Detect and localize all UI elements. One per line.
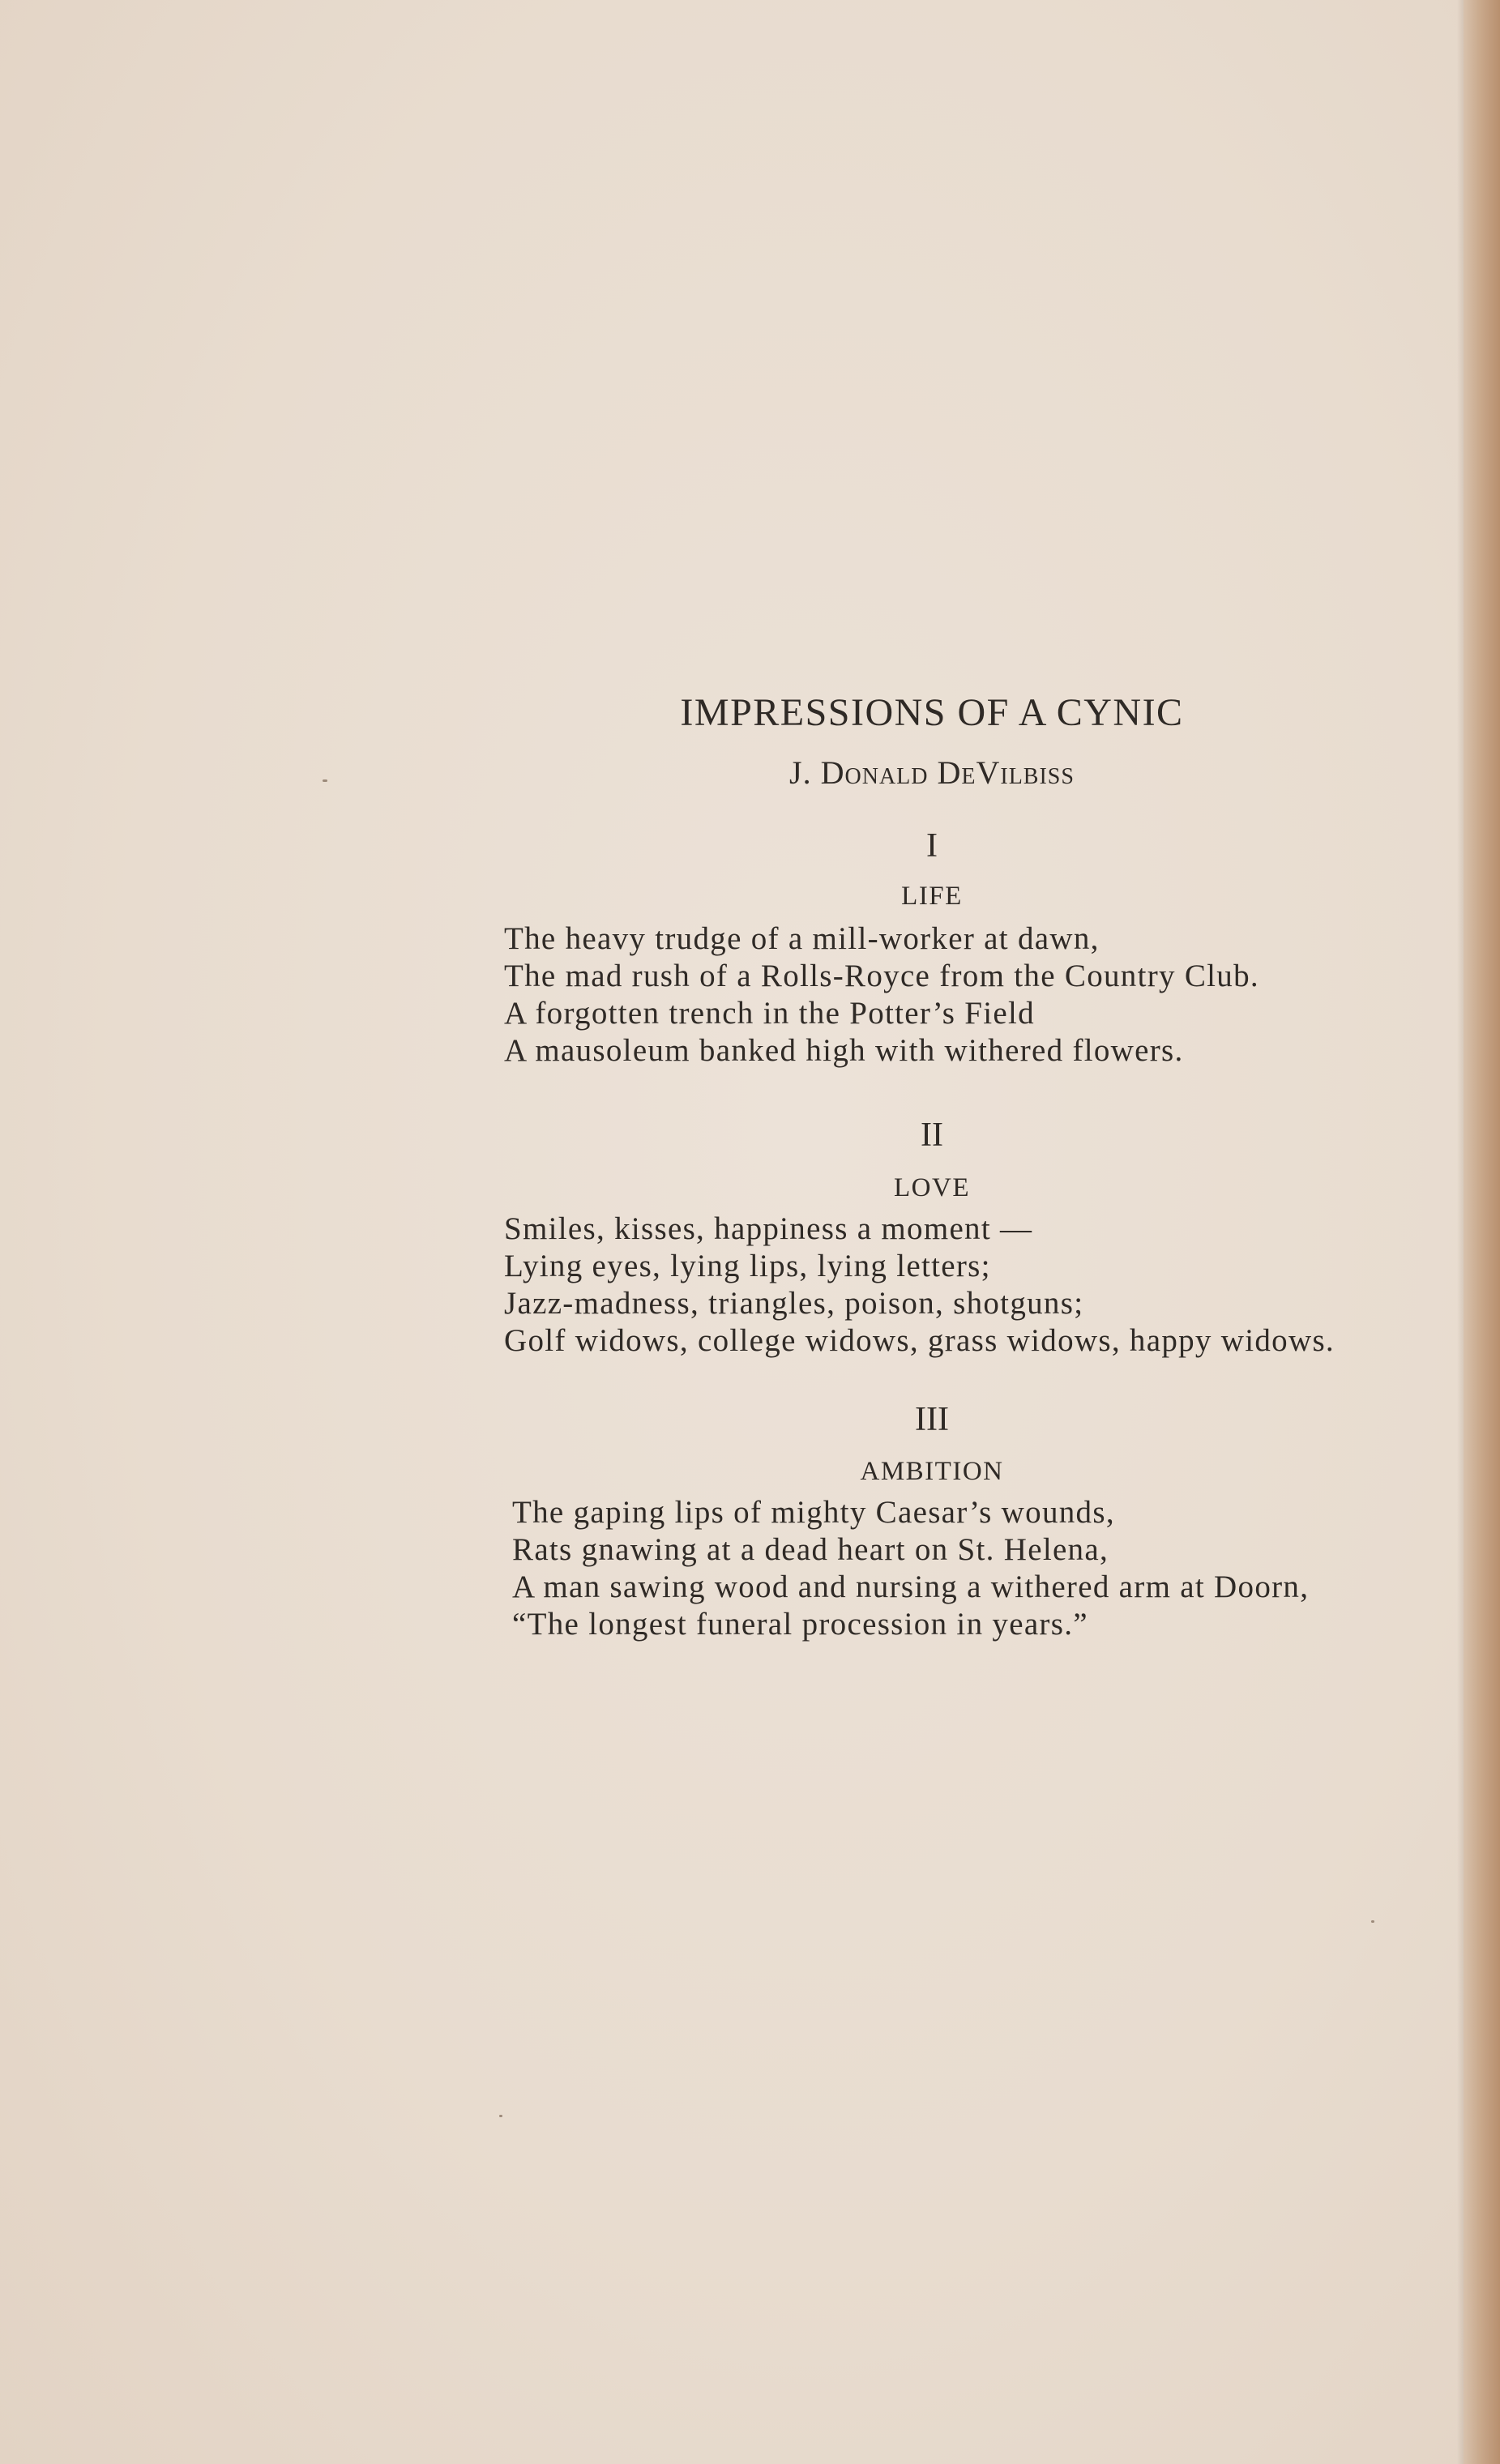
author-initial: J. — [789, 754, 812, 791]
paper-speck — [1371, 1920, 1374, 1923]
section-heading: LOVE — [894, 1173, 970, 1202]
section-lines — [512, 1494, 1452, 1643]
section-heading: LIFE — [901, 882, 963, 911]
poem-line: Rats gnawing at a dead heart on St. Helena, — [512, 1532, 1109, 1567]
poem-title: IMPRESSIONS OF A CYNIC — [680, 691, 1184, 734]
poem-line: A forgotten trench in the Potter’s Field — [504, 996, 1035, 1031]
section-numeral: III — [915, 1401, 949, 1438]
author-byline — [502, 754, 1361, 792]
poem-line: The heavy trudge of a mill-worker at dawn, — [504, 921, 1100, 956]
poem-line: The gaping lips of mighty Caesar’s wounds, — [512, 1495, 1115, 1530]
poem-title-wrap — [502, 690, 1361, 735]
poem-line: A mausoleum banked high with withered flowers. — [504, 1033, 1184, 1068]
paper-speck — [499, 2115, 502, 2117]
poem-line: “The longest funeral procession in years.” — [512, 1607, 1088, 1642]
poem-line: Golf widows, college widows, grass widows, happy widows. — [504, 1323, 1335, 1358]
poem-line: Jazz-madness, triangles, poison, shotguns; — [504, 1286, 1084, 1321]
poem-line: The mad rush of a Rolls-Royce from the Country Club. — [504, 959, 1259, 993]
section-heading: AMBITION — [860, 1457, 1004, 1486]
section-lines — [504, 920, 1444, 1070]
poem-line: Smiles, kisses, happiness a moment — — [504, 1211, 1033, 1246]
page-edge — [1464, 0, 1500, 2464]
section-lines — [504, 1211, 1444, 1360]
section-numeral: II — [921, 1117, 943, 1154]
paper-speck — [323, 779, 327, 782]
poem-line: Lying eyes, lying lips, lying letters; — [504, 1249, 991, 1283]
poem-line: A man sawing wood and nursing a withered arm at Doorn, — [512, 1569, 1310, 1604]
author-name: Donald DeVilbiss — [820, 754, 1075, 791]
section-numeral: I — [926, 827, 938, 865]
